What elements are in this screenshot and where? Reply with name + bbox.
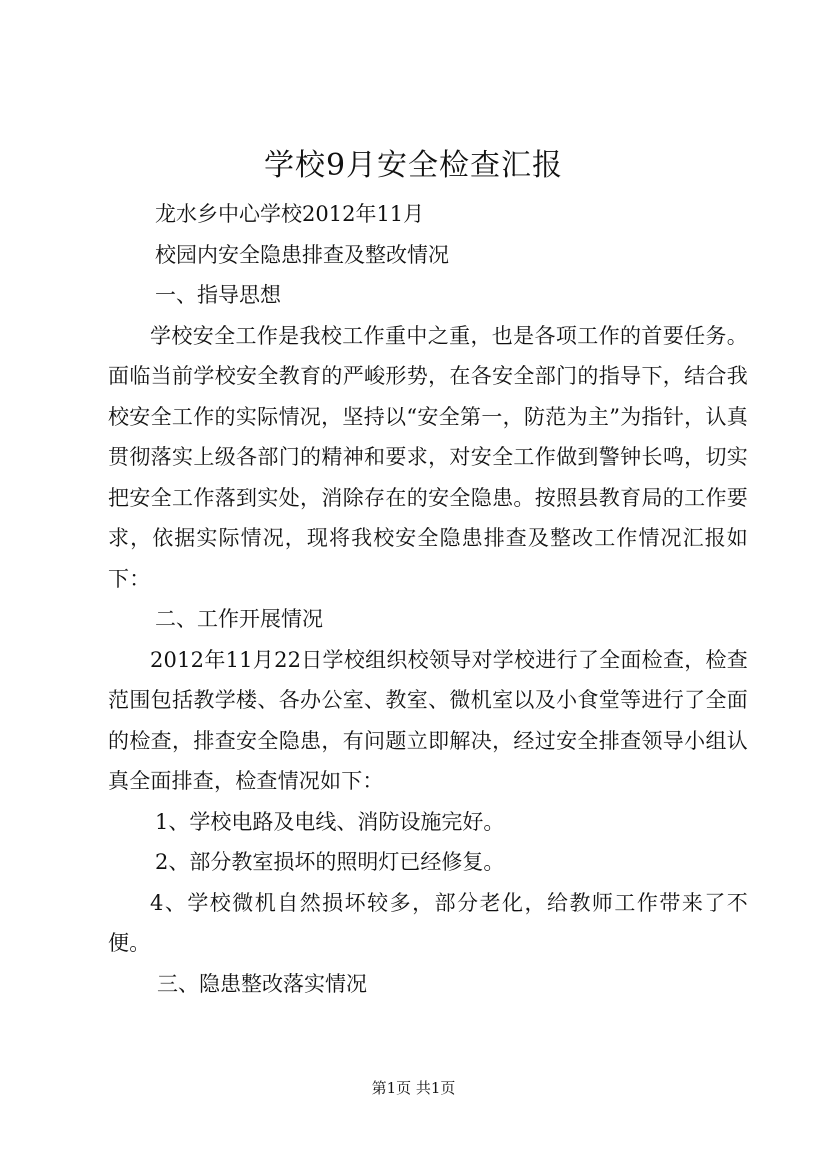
- section-heading-guidance: 一、指导思想: [155, 283, 281, 307]
- section-heading-rectification: 三、隐患整改落实情况: [157, 971, 367, 996]
- school-date-line: 龙水乡中心学校2012年11月: [155, 202, 425, 226]
- list-item: 4、学校微机自然损坏较多，部分老化，给教师工作带来了不便。: [108, 890, 748, 955]
- list-item: 1、学校电路及电线、消防设施完好。: [155, 809, 505, 834]
- document-subtitle: 校园内安全隐患排查及整改情况: [155, 242, 449, 267]
- guidance-paragraph: 学校安全工作是我校工作重中之重，也是各项工作的首要任务。面临当前学校安全教育的严峻形势，在各安全部门的指导下，结合我校安全工作的实际情况，坚持以“安全第一，防范为主”为指针，认真贯彻落实上级各部门的精神和要求，对安全工作做到警钟长鸣，切实把安全工作落到实处，消除存在的安全隐患。按照县教育局的工作要求，依据实际情况，现将我校安全隐患排查及整改工作情况汇报如下：: [108, 323, 748, 591]
- section-heading-work: 二、工作开展情况: [155, 607, 323, 631]
- page-number-footer: 第1页 共1页: [371, 1079, 456, 1097]
- list-item: 2、部分教室损坏的照明灯已经修复。: [155, 850, 505, 874]
- document-body: [108, 194, 748, 1004]
- document-title: 学校9月安全检查汇报: [263, 148, 564, 183]
- work-paragraph: 2012年11月22日学校组织校领导对学校进行了全面检查，检查范围包括教学楼、各办公室、教室、微机室以及小食堂等进行了全面的检查，排查安全隐患，有问题立即解决，经过安全排查领导小组认真全面排查，检查情况如下：: [108, 647, 748, 793]
